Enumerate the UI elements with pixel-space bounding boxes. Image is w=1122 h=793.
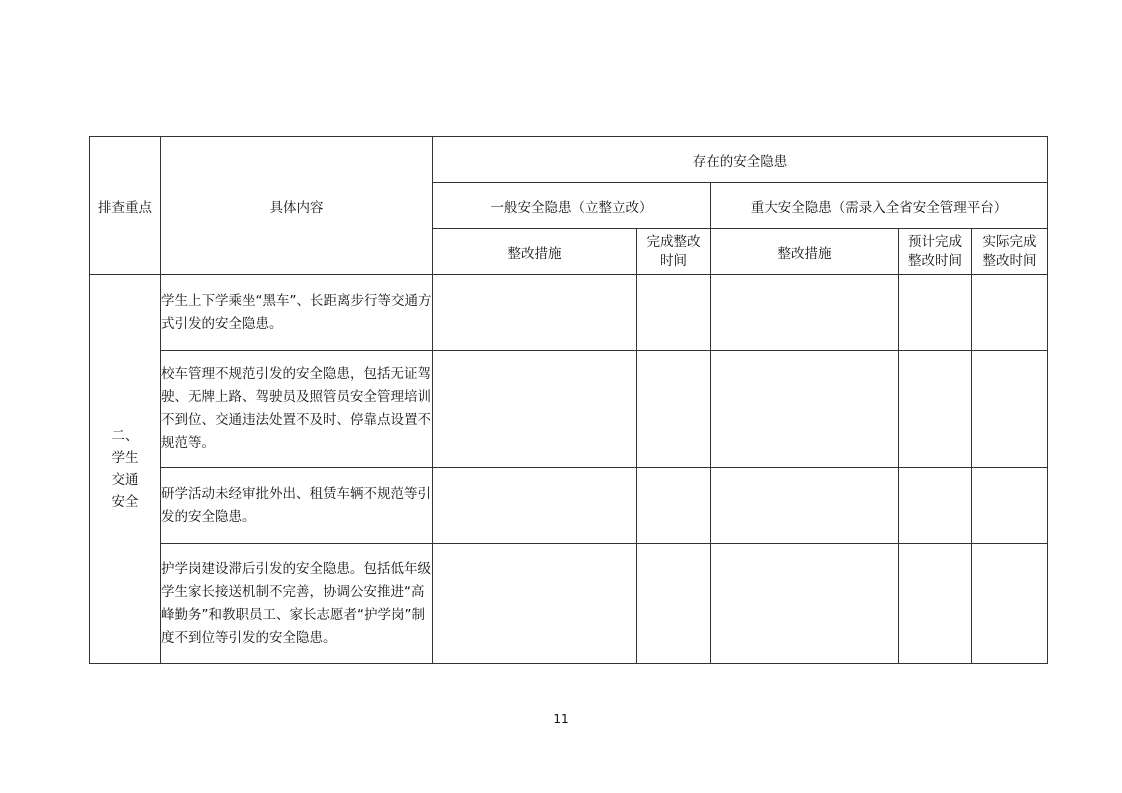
table-row bbox=[90, 468, 1048, 544]
category-cell bbox=[90, 275, 161, 664]
major-planned-time-cell[interactable] bbox=[899, 351, 972, 468]
row-content: 校车管理不规范引发的安全隐患，包括无证驾驶、无牌上路、驾驶员及照管员安全管理培训不到位、交通违法处置不及时、停靠点设置不规范等。 bbox=[161, 351, 433, 468]
table-row bbox=[90, 544, 1048, 664]
header-general-hazards: 一般安全隐患（立整立改） bbox=[433, 183, 711, 229]
header-major-actual-line2: 整改时间 bbox=[982, 252, 1037, 269]
general-measures-cell[interactable] bbox=[433, 544, 637, 664]
major-actual-time-cell[interactable] bbox=[972, 544, 1048, 664]
major-measures-cell[interactable] bbox=[711, 468, 899, 544]
category-line1: 二、 bbox=[111, 428, 139, 444]
row-content: 护学岗建设滞后引发的安全隐患。包括低年级学生家长接送机制不完善，协调公安推进“高峰勤务”和教职员工、家长志愿者“护学岗”制度不到位等引发的安全隐患。 bbox=[161, 544, 433, 664]
general-time-cell[interactable] bbox=[637, 468, 711, 544]
general-measures-cell[interactable] bbox=[433, 468, 637, 544]
category-line2: 学生 bbox=[111, 450, 139, 466]
header-general-time-line1: 完成整改 bbox=[646, 233, 701, 250]
header-major-planned-time bbox=[899, 229, 972, 275]
general-time-cell[interactable] bbox=[637, 275, 711, 351]
header-major-planned-line1: 预计完成 bbox=[908, 233, 962, 250]
general-time-cell[interactable] bbox=[637, 351, 711, 468]
header-major-planned-line2: 整改时间 bbox=[908, 252, 962, 269]
major-planned-time-cell[interactable] bbox=[899, 468, 972, 544]
header-hazards: 存在的安全隐患 bbox=[433, 137, 1048, 183]
major-measures-cell[interactable] bbox=[711, 351, 899, 468]
category-line3: 交通 bbox=[111, 472, 139, 488]
general-time-cell[interactable] bbox=[637, 544, 711, 664]
major-planned-time-cell[interactable] bbox=[899, 544, 972, 664]
major-actual-time-cell[interactable] bbox=[972, 275, 1048, 351]
header-major-actual-line1: 实际完成 bbox=[982, 233, 1037, 250]
major-measures-cell[interactable] bbox=[711, 544, 899, 664]
header-details: 具体内容 bbox=[161, 137, 433, 275]
row-content: 学生上下学乘坐“黑车”、长距离步行等交通方式引发的安全隐患。 bbox=[161, 275, 433, 351]
general-measures-cell[interactable] bbox=[433, 351, 637, 468]
header-general-measures: 整改措施 bbox=[433, 229, 637, 275]
row-content: 研学活动未经审批外出、租赁车辆不规范等引发的安全隐患。 bbox=[161, 468, 433, 544]
hazard-inspection-table bbox=[89, 136, 1048, 664]
table-row bbox=[90, 275, 1048, 351]
header-major-hazards: 重大安全隐患（需录入全省安全管理平台） bbox=[711, 183, 1048, 229]
page-number: 11 bbox=[553, 712, 569, 726]
header-general-time bbox=[637, 229, 711, 275]
major-actual-time-cell[interactable] bbox=[972, 468, 1048, 544]
table-row bbox=[90, 351, 1048, 468]
header-general-time-line2: 时间 bbox=[660, 252, 687, 269]
major-actual-time-cell[interactable] bbox=[972, 351, 1048, 468]
header-major-measures: 整改措施 bbox=[711, 229, 899, 275]
general-measures-cell[interactable] bbox=[433, 275, 637, 351]
header-focus: 排查重点 bbox=[90, 137, 161, 275]
major-planned-time-cell[interactable] bbox=[899, 275, 972, 351]
category-line4: 安全 bbox=[111, 494, 139, 510]
major-measures-cell[interactable] bbox=[711, 275, 899, 351]
header-major-actual-time bbox=[972, 229, 1048, 275]
